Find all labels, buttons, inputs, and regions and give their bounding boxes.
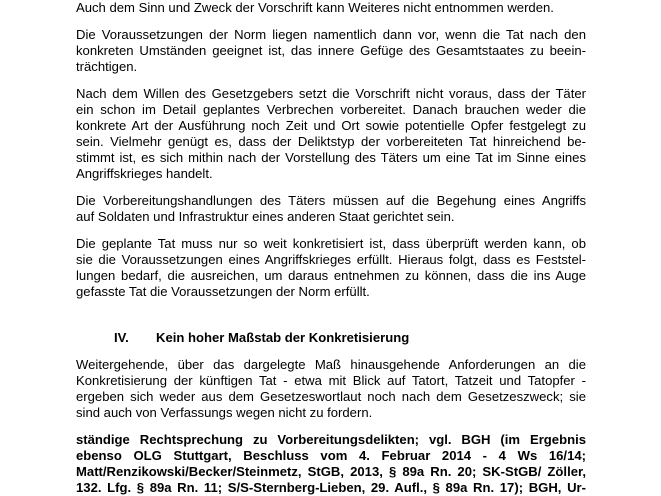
citation-line-4: 132. Lfg. § 89a Rn. 11; S/S-Sternberg-Lieben, 29. Aufl., § 89a Rn. 17); BGH, Ur- — [76, 480, 586, 495]
paragraph-6-line-4: sind auch von Verfassungs wegen nicht zu fordern. — [76, 405, 373, 420]
paragraph-2-line-1: Die Voraussetzungen der Norm liegen namentlich dann vor, wenn die Tat nach den — [76, 27, 586, 42]
citation-line-1: ständige Rechtsprechung zu Vorbereitungsdelikten; vgl. BGH (im Ergebnis — [76, 432, 586, 447]
paragraph-2-line-3: trächtigen. — [76, 59, 138, 74]
paragraph-6-line-3: ergeben sich weder aus dem Gesetzeswortlaut noch nach dem Gesetzeszweck; sie — [76, 389, 586, 404]
paragraph-3-line-3: konkrete Art der Ausführung noch Zeit und Ort sowie potentielle Opfer festgelegt zu — [76, 118, 586, 133]
paragraph-3-line-5: stimmt ist, es sich mithin nach der Vorstellung des Täters um eine Tat im Sinne eines — [76, 150, 586, 165]
paragraph-1-line-1: Auch dem Sinn und Zweck der Vorschrift kann Weiteres nicht entnommen werden. — [76, 0, 554, 15]
paragraph-5-line-1: Die geplante Tat muss nur so weit konkretisiert ist, dass überprüft werden kann, ob — [76, 236, 586, 251]
section-number: IV. — [114, 330, 129, 345]
citation-line-2: ebenso OLG Stuttgart, Beschluss vom 4. Februar 2014 - 4 Ws 16/14; — [76, 448, 586, 463]
paragraph-4-line-2: auf Soldaten und Infrastruktur eines anderen Staat gerichtet sein. — [76, 209, 455, 224]
paragraph-6-line-1: Weitergehende, über das dargelegte Maß hinausgehende Anforderungen an die — [76, 357, 586, 372]
paragraph-5-line-3: lungen bedarf, die ausreichen, um daraus entnehmen zu können, dass die ins Auge — [76, 268, 586, 283]
paragraph-3-line-1: Nach dem Willen des Gesetzgebers setzt die Vorschrift nicht voraus, dass der Täter — [76, 86, 586, 101]
paragraph-3-line-2: ein schon im Detail geplantes Verbrechen vorbereitet. Danach brauchen weder die — [76, 102, 586, 117]
paragraph-5-line-2: sie die Voraussetzungen eines Angriffskrieges erfüllt. Hieraus folgt, dass es Feststel- — [76, 252, 586, 267]
paragraph-3-line-4: sein. Vielmehr genügt es, dass der Deliktstyp der vorbereiteten Tat hinreichend be- — [76, 134, 586, 149]
paragraph-5-line-4: gefasste Tat die Voraussetzungen der Norm erfüllt. — [76, 284, 370, 299]
paragraph-2-line-2: konkreten Umständen geeignet ist, das innere Gefüge des Gesamtstaates zu beein- — [76, 43, 586, 58]
section-title: Kein hoher Maßstab der Konkretisierung — [156, 330, 410, 345]
paragraph-4-line-1: Die Vorbereitungshandlungen des Täters müssen auf die Begehung eines Angriffs — [76, 193, 586, 208]
paragraph-6-line-2: Konkretisierung der künftigen Tat - etwa mit Blick auf Tatort, Tatzeit und Tatopfer - — [76, 373, 586, 388]
paragraph-3-line-6: Angriffskrieges handelt. — [76, 166, 213, 181]
citation-line-3: Matt/Renzikowski/Becker/Steinmetz, StGB, 2013, § 89a Rn. 20; SK-StGB/ Zöller, — [76, 464, 586, 479]
